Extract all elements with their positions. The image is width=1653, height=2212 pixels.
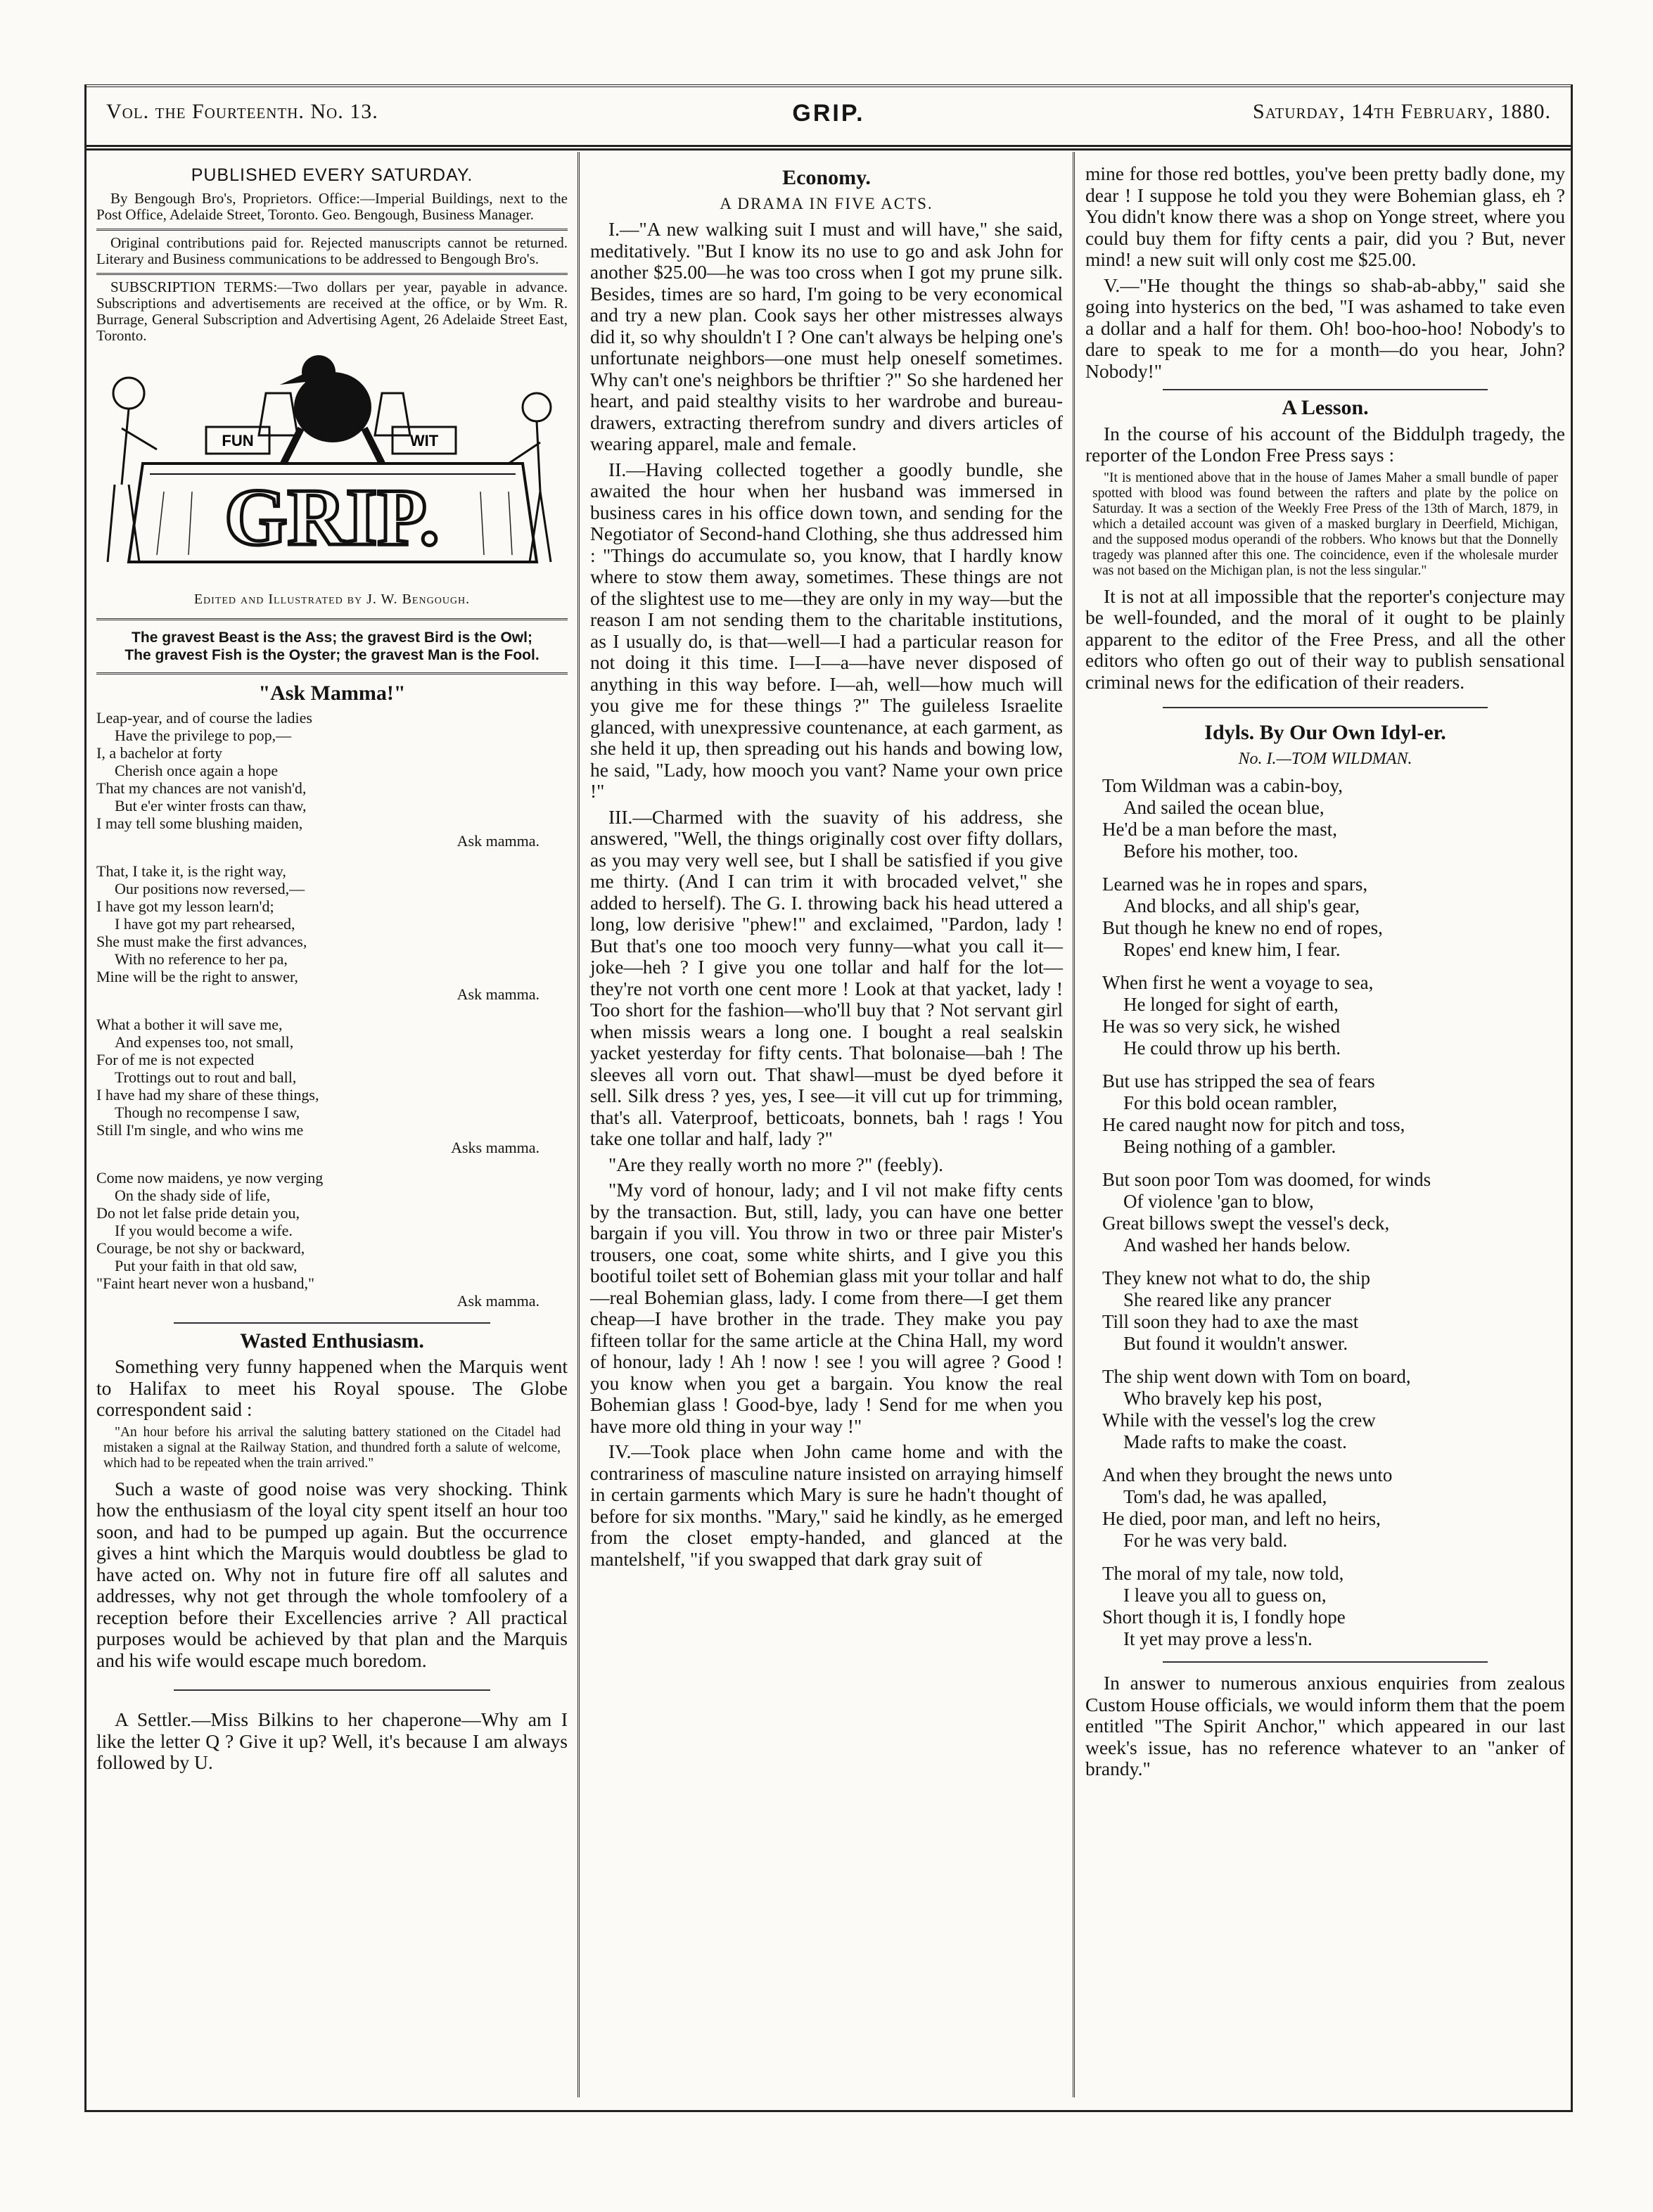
economy-paragraph: I.—"A new walking suit I must and will have," she said, meditatively. "But I know its no use to go and ask John for another $25.00—he was too cross when I got my prune silk. Besides, times are so hard, I'm going to be very economical and try a new plan. Cook says her other mistresses always did it, so why shouldn't I ? One can't always be helping one's unfortunate neighbors—one must help oneself sometimes. Why can't one's neighbors be thriftier ?" So she hardened her heart, and paid stealthy visits to her wardrobe and bureau-drawers, extracting therefrom sundry and divers articles of wearing apparel, male and female.: [590, 218, 1063, 454]
idyl-line: Tom's dad, he was apalled,: [1123, 1486, 1327, 1507]
poem-line: She must make the first advances,: [96, 932, 307, 950]
motto-line: The gravest Beast is the Ass; the gravest Bird is the Owl;: [132, 629, 532, 646]
idyl-line: He was so very sick, he wished: [1102, 1016, 1341, 1037]
article-subtitle: A DRAMA IN FIVE ACTS.: [720, 194, 933, 212]
idyl-line: And sailed the ocean blue,: [1123, 797, 1325, 818]
poem-line: What a bother it will save me,: [96, 1015, 283, 1033]
divider: [1163, 389, 1488, 390]
idyl-stanza: [1102, 1563, 1565, 1650]
motto: [96, 629, 568, 664]
article-title-economy: Economy.: [782, 166, 871, 189]
idyl-line: He died, poor man, and left no heirs,: [1102, 1508, 1381, 1529]
idyl-line: The ship went down with Tom on board,: [1102, 1366, 1411, 1387]
economy-continuation: mine for those red bottles, you've been pretty badly done, my dear ! I suppose he told you they were Bohemian glass, eh ? You didn't know there was a shop on Yonge street, where you could buy them for fifty cents a pair, did you ? But, never mind! a new suit will only cost me $25.00.: [1085, 162, 1565, 270]
idyl-stanza: [1102, 1070, 1565, 1158]
idyl-stanza: [1102, 874, 1565, 961]
idyl-stanza: [1102, 1366, 1565, 1453]
poem-line: That, I take it, is the right way,: [96, 862, 286, 880]
column-3: [1085, 163, 1565, 1784]
custom-house-notice: In answer to numerous anxious enquiries from zealous Custom House officials, we would inform them that the poem entitled "The Spirit Anchor," which appeared in our last week's issue, has no reference whatever to an "anker of brandy.": [1085, 1672, 1565, 1779]
idyl-line: When first he went a voyage to sea,: [1102, 972, 1374, 993]
poem-line: Our positions now reversed,—: [115, 879, 305, 897]
idyl-line: He longed for sight of earth,: [1123, 994, 1339, 1015]
fun-label: FUN: [222, 431, 254, 449]
tom-wildman-poem: [1085, 775, 1565, 1650]
contributions-notice: Original contributions paid for. Rejected manuscripts cannot be returned. Literary and Business communications to be addressed to Bengough Bro's.: [96, 234, 568, 267]
globe-quote: "An hour before his arrival the saluting battery stationed on the Citadel had mistaken a signal at the Railway Station, and thundred forth a salute of welcome, which had to be repeated when the train arrived.": [103, 1424, 561, 1471]
idyl-line: I leave you all to guess on,: [1123, 1585, 1327, 1606]
idyl-subtitle: No. I.—TOM WILDMAN.: [1238, 749, 1412, 768]
idyl-line: But soon poor Tom was doomed, for winds: [1102, 1169, 1431, 1190]
poem-line: Put your faith in that old saw,: [115, 1256, 298, 1274]
poem-line: That my chances are not vanish'd,: [96, 779, 307, 797]
poem-line: Ask mamma.: [457, 831, 540, 850]
poem-line: Courage, be not shy or backward,: [96, 1239, 305, 1257]
poem-line: Cherish once again a hope: [115, 761, 279, 779]
idyl-line: For he was very bald.: [1123, 1530, 1288, 1551]
divider: [1163, 707, 1488, 708]
economy-paragraph: IV.—Took place when John came home and with the contrariness of masculine nature insisted on arraying himself in certain garments which Mary is sure he hadn't thought of before for six months. "Mary," said he kindly, as he emerged from the closet empty-handed, and glanced at the mantelshelf, "if you swapped that dark gray suit of: [590, 1440, 1063, 1570]
idyl-line: And blocks, and all ship's gear,: [1123, 895, 1360, 916]
paper-title: GRIP.: [792, 100, 865, 127]
wasted-paragraph: Such a waste of good noise was very shocking. Think how the enthusiasm of the loyal city spent itself an hour too soon, and had to be pumped up again. But the occurrence gives a hint which the Marquis would doubtless be glad to have acted on. Why not in future fire off all salutes and addresses, why not get through the whole tomfoolery of a reception before their Excellencies arrive ? All practical purposes would be achieved by that plan and the Marquis and his wife would escape much boredom.: [96, 1477, 568, 1671]
idyl-line: Ropes' end knew him, I fear.: [1123, 939, 1341, 960]
column-divider: [577, 152, 580, 2097]
column-divider: [1073, 152, 1075, 2097]
idyl-stanza: [1102, 775, 1565, 862]
economy-paragraph: "My vord of honour, lady; and I vil not make fifty cents by the transaction. But, still, lady, you can have one better bargain if you vill. You throw in two or three pair Mister's trousers, one coat, some white shirts, and I give you this bootiful toilet sett of Bohemian glass mit your tollar and half—real Bohemian glass, lady. I come from there—I get them cheap—I have brother in the trade. They make you pay fifteen tollar for the same article at the China Hall, my word of honour, lady ! Ah ! now ! see ! you will agree ? Good ! you know when you get a bargain. You know the real Bohemian glass ! Good-bye, lady ! Send for me when you have more old thing in your way !": [590, 1179, 1063, 1437]
idyl-line: But found it wouldn't answer.: [1123, 1333, 1348, 1354]
idyl-line: Made rafts to make the coast.: [1123, 1431, 1347, 1452]
idyl-line: Tom Wildman was a cabin-boy,: [1102, 775, 1343, 796]
poem-line: Leap-year, and of course the ladies: [96, 708, 312, 727]
idyl-line: And washed her hands below.: [1123, 1234, 1351, 1255]
divider: [174, 1322, 490, 1324]
poem-line: And expenses too, not small,: [115, 1033, 294, 1051]
idyl-stanza: [1102, 1464, 1565, 1552]
poem-line: Ask mamma.: [457, 1291, 540, 1310]
poem-stanza: [96, 862, 568, 1003]
poem-stanza: [96, 709, 568, 850]
poem-line: I have got my lesson learn'd;: [96, 897, 274, 915]
poem-line: I have had my share of these things,: [96, 1085, 319, 1104]
idyl-line: He'd be a man before the mast,: [1102, 819, 1337, 840]
poem-line: Still I'm single, and who wins me: [96, 1120, 304, 1139]
economy-paragraph: III.—Charmed with the suavity of his address, she answered, "Well, the things originally cost over fifty dollars, as you may very well see, but I shall be satisfied if you give me thirty. (And I can trim it with brocaded velvet," she added to herself). The G. I. throwing back his head uttered a long, low derisive "phew!" and exclaimed, "Pardon, lady ! But that's one too mooch very funny—what you call it—joke—heh ? I give you one tollar and half for the lot—they're not vorth one cent more ! Look at that yacket, lady ! Too short for the fashion—who'll buy that ? Not servant girl when missis wears a long one. I bought a real sealskin yacket yesterday for fifty cents. That bolonaise—bah ! The sleeves all vorn out. That shawl—must be dyed before it sell. Silk dress ? yes, yes, I see—it vill cut up for trimming, that's all. Vaterproof, betticoats, bonnets, bah ! rags ! You take one tollar and half, lady ?": [590, 805, 1063, 1149]
poem-line: "Faint heart never won a husband,": [96, 1274, 314, 1292]
idyl-stanza: [1102, 972, 1565, 1059]
economy-paragraph: "Are they really worth no more ?" (feebly).: [608, 1153, 944, 1175]
poem-line: Have the privilege to pop,—: [115, 726, 292, 744]
idyl-line: They knew not what to do, the ship: [1102, 1267, 1370, 1289]
idyl-line: But though he knew no end of ropes,: [1102, 917, 1383, 938]
publisher-info: By Bengough Bro's, Proprietors. Office:—Imperial Buildings, next to the Post Office, Adelaide Street, Toronto. Geo. Bengough, Business Manager.: [96, 189, 568, 223]
logo-text: GRIP.: [224, 472, 440, 562]
idyl-line: Who bravely kep his post,: [1123, 1388, 1322, 1409]
poem-line: Mine will be the right to answer,: [96, 967, 298, 985]
poem-stanza: [96, 1169, 568, 1310]
idyl-line: And when they brought the news unto: [1102, 1464, 1393, 1485]
masthead-cartoon-image: [101, 351, 563, 583]
lesson-paragraph: It is not at all impossible that the reporter's conjecture may be well-founded, and the moral of it ought to be plainly apparent to the editor of the Free Press, and all the other editors who often go out of their way to publish sensational criminal news for the edification of their readers.: [1085, 584, 1565, 693]
published-notice: PUBLISHED EVERY SATURDAY.: [191, 165, 473, 185]
poem-line: Trottings out to rout and ball,: [115, 1068, 297, 1086]
economy-act-five: V.—"He thought the things so shab-ab-abby," said she going into hysterics on the bed, "I was ashamed to take even a dollar and a half for them. Oh! boo-hoo-hoo! Nobody's to dare to speak to me for a month—do you hear, John? Nobody!": [1085, 274, 1565, 382]
lesson-paragraph: In the course of his account of the Biddulph tragedy, the reporter of the London Free Press says :: [1085, 422, 1565, 466]
idyl-line: It yet may prove a less'n.: [1123, 1628, 1313, 1649]
idyl-line: For this bold ocean rambler,: [1123, 1092, 1338, 1113]
poem-line: Do not let false pride detain you,: [96, 1203, 300, 1222]
poem-line: With no reference to her pa,: [115, 950, 288, 968]
divider: [96, 618, 568, 620]
poem-line: Though no recompense I saw,: [115, 1103, 300, 1121]
idyl-line: Being nothing of a gambler.: [1123, 1136, 1336, 1157]
issue-date: Saturday, 14th February, 1880.: [1253, 100, 1551, 123]
poem-line: Come now maidens, ye now verging: [96, 1168, 324, 1187]
free-press-quote: "It is mentioned above that in the house of James Maher a small bundle of paper spotted with blood was found between the rafters and plate by the police on Saturday. It was a section of the Weekly Free Press of the 13th of March, 1879, in which a detailed account was given of a masked burglary in Deerfield, Michigan, and the supposed modus operandi of the robbers. Who knows but that the Donnelly tragedy was planned after this one. The coincidence, even if the wholesale murder was not based on the Michigan plan, is not the less singular.": [1092, 470, 1558, 578]
poem-stanza: [96, 1016, 568, 1156]
motto-line: The gravest Fish is the Oyster; the gravest Man is the Fool.: [125, 647, 540, 663]
article-title-ask-mamma: "Ask Mamma!": [258, 682, 406, 705]
wasted-paragraph: Something very funny happened when the Marquis went to Halifax to meet his Royal spouse. The Globe correspondent said :: [96, 1355, 568, 1420]
idyl-line: She reared like any prancer: [1123, 1289, 1332, 1310]
economy-paragraph: II.—Having collected together a goodly bundle, she awaited the hour when her husband was immersed in business cares in his office down town, and sending for the Negotiator of Second-hand Clothing, she thus addressed him : "Things do accumulate so, you know, that I hardly know where to stow them away, sometimes. These things are not of the slightest use to me—they are only in my way—but the reason I am not sending them to the charitable institutions, as I usually do, is that—well—I had a particular reason for not doing it this time. I—I—a—have never disposed of anything in this way before. I—ah, well—how much will you give me for these things ?" The guileless Israelite glanced, with unexpressive countenance, at each garment, as she held it up, then spreading out his hands and bowing low, he said, "Lady, how mooch you vant? Name your own price !": [590, 458, 1063, 802]
wit-label: WIT: [409, 431, 439, 449]
idyl-line: Of violence 'gan to blow,: [1123, 1191, 1314, 1212]
divider: [96, 273, 568, 275]
poem-line: For of me is not expected: [96, 1050, 255, 1068]
idyl-stanza: [1102, 1267, 1565, 1355]
poem-line: I, a bachelor at forty: [96, 743, 222, 762]
poem-line: But e'er winter frosts can thaw,: [115, 796, 307, 814]
article-title-a-lesson: A Lesson.: [1282, 396, 1369, 419]
poem-line: Ask mamma.: [457, 985, 540, 1003]
idyl-line: Short though it is, I fondly hope: [1102, 1606, 1346, 1628]
idyl-line: Learned was he in ropes and spars,: [1102, 874, 1368, 895]
poem-line: On the shady side of life,: [115, 1186, 271, 1204]
editor-credit: Edited and Illustrated by J. W. Bengough.: [193, 591, 471, 607]
article-title-idyls: Idyls. By Our Own Idyl-er.: [1204, 721, 1446, 744]
divider: [96, 672, 568, 675]
idyl-line: But use has stripped the sea of fears: [1102, 1070, 1375, 1092]
idyl-line: He cared naught now for pitch and toss,: [1102, 1114, 1405, 1135]
grip-logo-illustration: [101, 351, 563, 583]
idyl-line: He could throw up his berth.: [1123, 1037, 1341, 1059]
idyl-stanza: [1102, 1169, 1565, 1256]
column-2: [590, 163, 1063, 1574]
idyl-line: While with the vessel's log the crew: [1102, 1409, 1376, 1431]
idyl-line: Before his mother, too.: [1123, 840, 1298, 862]
idyl-line: Till soon they had to axe the mast: [1102, 1311, 1359, 1332]
newspaper-page: [84, 84, 1573, 2112]
divider: [174, 1689, 490, 1691]
divider: [96, 229, 568, 231]
volume-number: Vol. the Fourteenth. No. 13.: [106, 100, 378, 123]
masthead: [87, 84, 1571, 151]
poem-line: If you would become a wife.: [115, 1221, 293, 1239]
divider: [1163, 1661, 1488, 1663]
poem-line: I may tell some blushing maiden,: [96, 814, 303, 832]
article-title-wasted-enthusiasm: Wasted Enthusiasm.: [240, 1329, 424, 1353]
column-1: [96, 163, 568, 1778]
poem-line: I have got my part rehearsed,: [115, 914, 295, 933]
idyl-line: Great billows swept the vessel's deck,: [1102, 1213, 1390, 1234]
ask-mamma-poem: [96, 709, 568, 1310]
economy-article: [590, 219, 1063, 1570]
poem-line: Asks mamma.: [451, 1138, 540, 1156]
subscription-terms: SUBSCRIPTION TERMS:—Two dollars per year, payable in advance. Subscriptions and advertisements are received at the office, or by Wm. R. Burrage, General Subscription and Advertising Agent, 26 Adelaide Street East, Toronto.: [96, 278, 568, 344]
idyl-line: The moral of my tale, now told,: [1102, 1563, 1344, 1584]
settler-joke: A Settler.—Miss Bilkins to her chaperone—Why am I like the letter Q ? Give it up? Well, it's because I am always followed by U.: [96, 1708, 568, 1773]
